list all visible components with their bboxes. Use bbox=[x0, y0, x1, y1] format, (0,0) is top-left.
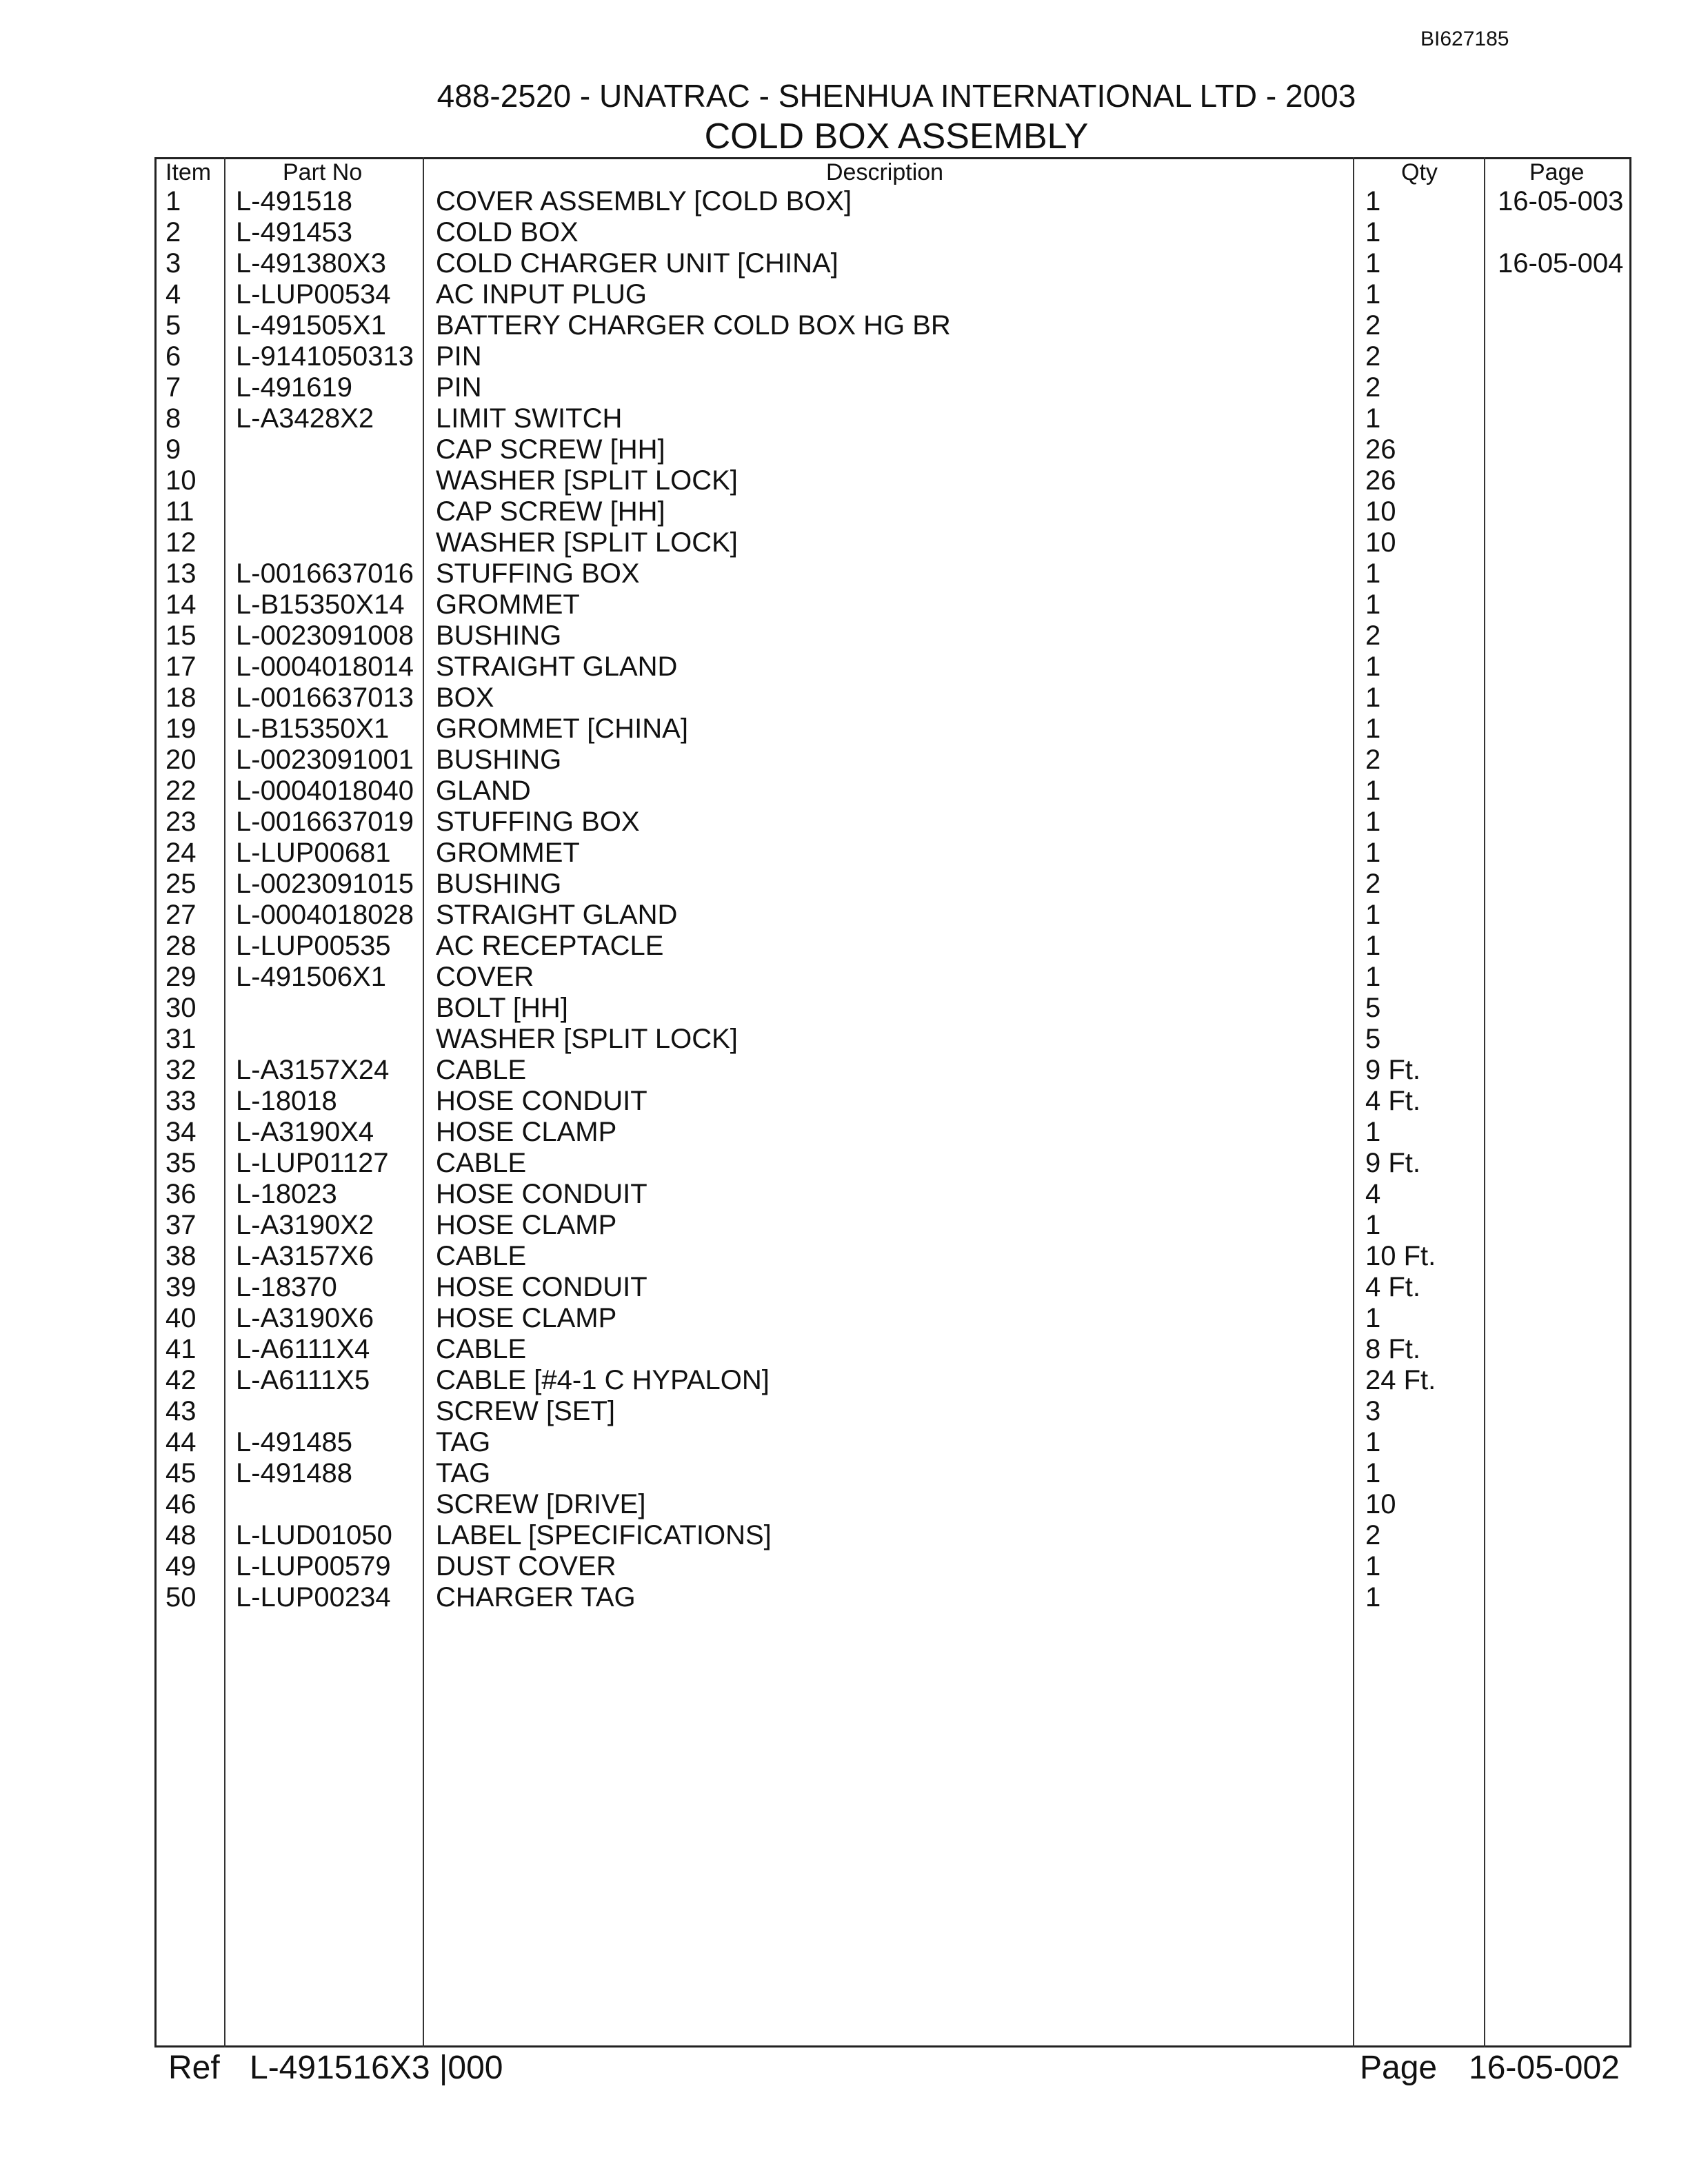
qty-cell: 1 bbox=[1365, 776, 1381, 806]
qty-cell: 26 bbox=[1365, 434, 1396, 465]
qty-cell: 1 bbox=[1365, 900, 1381, 930]
qty-cell: 2 bbox=[1365, 869, 1381, 899]
document-id: BI627185 bbox=[1420, 28, 1509, 50]
item-cell: 40 bbox=[165, 1303, 197, 1333]
page-cell: 16-05-004 bbox=[1498, 248, 1624, 279]
description-cell: HOSE CONDUIT bbox=[436, 1179, 647, 1209]
table-row bbox=[0, 962, 1688, 993]
description-cell: BOX bbox=[436, 682, 494, 713]
table-row bbox=[0, 372, 1688, 403]
item-cell: 9 bbox=[165, 434, 181, 465]
page-cell: 16-05-003 bbox=[1498, 186, 1624, 216]
part-no-cell: L-A3157X6 bbox=[236, 1241, 374, 1271]
qty-cell: 9 Ft. bbox=[1365, 1148, 1421, 1178]
table-row bbox=[0, 403, 1688, 434]
item-cell: 12 bbox=[165, 527, 197, 558]
table-row bbox=[0, 1241, 1688, 1272]
item-cell: 13 bbox=[165, 558, 197, 589]
table-row bbox=[0, 776, 1688, 807]
qty-cell: 10 bbox=[1365, 1489, 1396, 1519]
qty-cell: 2 bbox=[1365, 310, 1381, 341]
part-no-cell: L-A3190X2 bbox=[236, 1210, 374, 1240]
description-cell: GROMMET bbox=[436, 838, 580, 868]
table-row bbox=[0, 1396, 1688, 1427]
description-cell: BUSHING bbox=[436, 620, 562, 651]
part-no-cell: L-491453 bbox=[236, 217, 353, 247]
item-cell: 31 bbox=[165, 1024, 197, 1054]
item-cell: 24 bbox=[165, 838, 197, 868]
table-row bbox=[0, 1520, 1688, 1551]
description-cell: STUFFING BOX bbox=[436, 807, 640, 837]
table-row bbox=[0, 1365, 1688, 1396]
qty-cell: 4 Ft. bbox=[1365, 1272, 1421, 1302]
description-cell: HOSE CONDUIT bbox=[436, 1086, 647, 1116]
footer-ref-label: Ref bbox=[168, 2050, 220, 2086]
table-row bbox=[0, 1179, 1688, 1210]
table-row bbox=[0, 1334, 1688, 1365]
table-row bbox=[0, 1303, 1688, 1334]
qty-cell: 1 bbox=[1365, 279, 1381, 310]
title-line-1: 488-2520 - UNATRAC - SHENHUA INTERNATIONAL LTD - 2003 bbox=[436, 78, 1356, 114]
part-no-cell: L-491505X1 bbox=[236, 310, 386, 341]
table-row bbox=[0, 1024, 1688, 1055]
item-cell: 36 bbox=[165, 1179, 197, 1209]
part-no-cell: L-491485 bbox=[236, 1427, 353, 1457]
qty-cell: 2 bbox=[1365, 745, 1381, 775]
item-cell: 34 bbox=[165, 1117, 197, 1147]
description-cell: HOSE CONDUIT bbox=[436, 1272, 647, 1302]
item-cell: 28 bbox=[165, 931, 197, 961]
item-cell: 15 bbox=[165, 620, 197, 651]
description-cell: BOLT [HH] bbox=[436, 993, 568, 1023]
part-no-cell: L-491619 bbox=[236, 372, 353, 403]
item-cell: 37 bbox=[165, 1210, 197, 1240]
qty-cell: 1 bbox=[1365, 217, 1381, 247]
item-cell: 17 bbox=[165, 651, 197, 682]
part-no-cell: L-LUP00535 bbox=[236, 931, 391, 961]
description-cell: CHARGER TAG bbox=[436, 1582, 636, 1612]
part-no-cell: L-491380X3 bbox=[236, 248, 386, 279]
table-row bbox=[0, 993, 1688, 1024]
item-cell: 46 bbox=[165, 1489, 197, 1519]
footer-page-label: Page bbox=[1360, 2050, 1438, 2086]
qty-cell: 1 bbox=[1365, 962, 1381, 992]
description-cell: AC RECEPTACLE bbox=[436, 931, 664, 961]
item-cell: 5 bbox=[165, 310, 181, 341]
item-cell: 14 bbox=[165, 589, 197, 620]
qty-cell: 1 bbox=[1365, 714, 1381, 744]
part-no-cell: L-491518 bbox=[236, 186, 353, 216]
qty-cell: 1 bbox=[1365, 1582, 1381, 1612]
table-row bbox=[0, 1086, 1688, 1117]
item-cell: 39 bbox=[165, 1272, 197, 1302]
qty-cell: 1 bbox=[1365, 186, 1381, 216]
header-part-no: Part No bbox=[283, 159, 363, 185]
description-cell: AC INPUT PLUG bbox=[436, 279, 647, 310]
description-cell: STRAIGHT GLAND bbox=[436, 900, 678, 930]
qty-cell: 1 bbox=[1365, 682, 1381, 713]
item-cell: 25 bbox=[165, 869, 197, 899]
table-row bbox=[0, 1489, 1688, 1520]
part-no-cell: L-LUP00579 bbox=[236, 1551, 391, 1581]
item-cell: 42 bbox=[165, 1365, 197, 1395]
header-qty: Qty bbox=[1401, 159, 1438, 185]
qty-cell: 5 bbox=[1365, 1024, 1381, 1054]
description-cell: STRAIGHT GLAND bbox=[436, 651, 678, 682]
table-row bbox=[0, 1551, 1688, 1582]
part-no-cell: L-A3190X6 bbox=[236, 1303, 374, 1333]
item-cell: 23 bbox=[165, 807, 197, 837]
description-cell: GROMMET [CHINA] bbox=[436, 714, 688, 744]
description-cell: TAG bbox=[436, 1458, 491, 1488]
item-cell: 11 bbox=[165, 496, 194, 527]
item-cell: 49 bbox=[165, 1551, 197, 1581]
description-cell: DUST COVER bbox=[436, 1551, 616, 1581]
part-no-cell: L-0004018028 bbox=[236, 900, 414, 930]
description-cell: HOSE CLAMP bbox=[436, 1210, 617, 1240]
description-cell: LABEL [SPECIFICATIONS] bbox=[436, 1520, 772, 1550]
table-row bbox=[0, 1210, 1688, 1241]
header-description: Description bbox=[826, 159, 944, 185]
description-cell: STUFFING BOX bbox=[436, 558, 640, 589]
part-no-cell: L-B15350X14 bbox=[236, 589, 405, 620]
item-cell: 50 bbox=[165, 1582, 197, 1612]
qty-cell: 3 bbox=[1365, 1396, 1381, 1426]
description-cell: SCREW [DRIVE] bbox=[436, 1489, 646, 1519]
qty-cell: 24 Ft. bbox=[1365, 1365, 1436, 1395]
description-cell: WASHER [SPLIT LOCK] bbox=[436, 527, 738, 558]
qty-cell: 1 bbox=[1365, 1427, 1381, 1457]
part-no-cell: L-9141050313 bbox=[236, 341, 414, 372]
item-cell: 29 bbox=[165, 962, 197, 992]
item-cell: 7 bbox=[165, 372, 181, 403]
part-no-cell: L-LUP00534 bbox=[236, 279, 391, 310]
part-no-cell: L-A6111X4 bbox=[236, 1334, 370, 1364]
description-cell: SCREW [SET] bbox=[436, 1396, 616, 1426]
description-cell: HOSE CLAMP bbox=[436, 1117, 617, 1147]
description-cell: COLD BOX bbox=[436, 217, 579, 247]
qty-cell: 2 bbox=[1365, 1520, 1381, 1550]
table-row bbox=[0, 838, 1688, 869]
table-row bbox=[0, 1055, 1688, 1086]
table-row bbox=[0, 1272, 1688, 1303]
part-no-cell: L-LUP00681 bbox=[236, 838, 391, 868]
item-cell: 1 bbox=[165, 186, 181, 216]
qty-cell: 1 bbox=[1365, 248, 1381, 279]
description-cell: COVER bbox=[436, 962, 534, 992]
description-cell: BUSHING bbox=[436, 745, 562, 775]
table-row bbox=[0, 310, 1688, 341]
description-cell: CABLE bbox=[436, 1148, 527, 1178]
table-row bbox=[0, 620, 1688, 651]
table-row bbox=[0, 186, 1688, 217]
qty-cell: 1 bbox=[1365, 403, 1381, 434]
item-cell: 8 bbox=[165, 403, 181, 434]
item-cell: 41 bbox=[165, 1334, 197, 1364]
item-cell: 2 bbox=[165, 217, 181, 247]
description-cell: HOSE CLAMP bbox=[436, 1303, 617, 1333]
table-row bbox=[0, 1582, 1688, 1613]
table-row bbox=[0, 1458, 1688, 1489]
part-no-cell: L-0016637016 bbox=[236, 558, 414, 589]
description-cell: COVER ASSEMBLY [COLD BOX] bbox=[436, 186, 852, 216]
part-no-cell: L-0004018014 bbox=[236, 651, 414, 682]
table-row bbox=[0, 682, 1688, 714]
description-cell: CABLE bbox=[436, 1055, 527, 1085]
header-item: Item bbox=[165, 159, 212, 185]
description-cell: GROMMET bbox=[436, 589, 580, 620]
description-cell: WASHER [SPLIT LOCK] bbox=[436, 465, 738, 496]
description-cell: CABLE bbox=[436, 1241, 527, 1271]
qty-cell: 9 Ft. bbox=[1365, 1055, 1421, 1085]
table-row bbox=[0, 900, 1688, 931]
qty-cell: 1 bbox=[1365, 1303, 1381, 1333]
item-cell: 4 bbox=[165, 279, 181, 310]
qty-cell: 1 bbox=[1365, 1117, 1381, 1147]
part-no-cell: L-B15350X1 bbox=[236, 714, 390, 744]
table-row bbox=[0, 248, 1688, 279]
table-row bbox=[0, 1117, 1688, 1148]
item-cell: 22 bbox=[165, 776, 197, 806]
part-no-cell: L-A3428X2 bbox=[236, 403, 374, 434]
item-cell: 35 bbox=[165, 1148, 197, 1178]
description-cell: GLAND bbox=[436, 776, 531, 806]
table-row bbox=[0, 434, 1688, 465]
part-no-cell: L-0023091008 bbox=[236, 620, 414, 651]
description-cell: CABLE [#4-1 C HYPALON] bbox=[436, 1365, 770, 1395]
item-cell: 18 bbox=[165, 682, 197, 713]
qty-cell: 26 bbox=[1365, 465, 1396, 496]
description-cell: LIMIT SWITCH bbox=[436, 403, 623, 434]
qty-cell: 8 Ft. bbox=[1365, 1334, 1421, 1364]
table-row bbox=[0, 496, 1688, 527]
description-cell: PIN bbox=[436, 341, 482, 372]
table-row bbox=[0, 745, 1688, 776]
qty-cell: 1 bbox=[1365, 589, 1381, 620]
item-cell: 48 bbox=[165, 1520, 197, 1550]
item-cell: 45 bbox=[165, 1458, 197, 1488]
item-cell: 33 bbox=[165, 1086, 197, 1116]
item-cell: 20 bbox=[165, 745, 197, 775]
qty-cell: 10 bbox=[1365, 527, 1396, 558]
description-cell: CAP SCREW [HH] bbox=[436, 434, 665, 465]
footer-page-value: 16-05-002 bbox=[1469, 2050, 1620, 2086]
part-no-cell: L-A3190X4 bbox=[236, 1117, 374, 1147]
qty-cell: 1 bbox=[1365, 1458, 1381, 1488]
item-cell: 32 bbox=[165, 1055, 197, 1085]
description-cell: PIN bbox=[436, 372, 482, 403]
part-no-cell: L-0016637013 bbox=[236, 682, 414, 713]
qty-cell: 2 bbox=[1365, 341, 1381, 372]
part-no-cell: L-A6111X5 bbox=[236, 1365, 370, 1395]
description-cell: WASHER [SPLIT LOCK] bbox=[436, 1024, 738, 1054]
table-row bbox=[0, 589, 1688, 620]
qty-cell: 5 bbox=[1365, 993, 1381, 1023]
qty-cell: 2 bbox=[1365, 620, 1381, 651]
description-cell: BUSHING bbox=[436, 869, 562, 899]
part-no-cell: L-491506X1 bbox=[236, 962, 386, 992]
part-no-cell: L-LUP01127 bbox=[236, 1148, 389, 1178]
part-no-cell: L-0016637019 bbox=[236, 807, 414, 837]
table-row bbox=[0, 465, 1688, 496]
item-cell: 30 bbox=[165, 993, 197, 1023]
qty-cell: 4 Ft. bbox=[1365, 1086, 1421, 1116]
header-page: Page bbox=[1529, 159, 1585, 185]
item-cell: 44 bbox=[165, 1427, 197, 1457]
table-row bbox=[0, 931, 1688, 962]
table-row bbox=[0, 807, 1688, 838]
qty-cell: 10 Ft. bbox=[1365, 1241, 1436, 1271]
qty-cell: 1 bbox=[1365, 1210, 1381, 1240]
part-no-cell: L-LUP00234 bbox=[236, 1582, 391, 1612]
item-cell: 3 bbox=[165, 248, 181, 279]
part-no-cell: L-0023091001 bbox=[236, 745, 414, 775]
qty-cell: 4 bbox=[1365, 1179, 1381, 1209]
table-row bbox=[0, 1427, 1688, 1458]
qty-cell: 2 bbox=[1365, 372, 1381, 403]
qty-cell: 1 bbox=[1365, 558, 1381, 589]
item-cell: 43 bbox=[165, 1396, 197, 1426]
table-row bbox=[0, 279, 1688, 310]
description-cell: COLD CHARGER UNIT [CHINA] bbox=[436, 248, 838, 279]
part-no-cell: L-18370 bbox=[236, 1272, 337, 1302]
table-row bbox=[0, 558, 1688, 589]
description-cell: CAP SCREW [HH] bbox=[436, 496, 665, 527]
item-cell: 19 bbox=[165, 714, 197, 744]
part-no-cell: L-0004018040 bbox=[236, 776, 414, 806]
parts-table-rows bbox=[0, 186, 1688, 1613]
table-row bbox=[0, 869, 1688, 900]
qty-cell: 10 bbox=[1365, 496, 1396, 527]
table-row bbox=[0, 527, 1688, 558]
qty-cell: 1 bbox=[1365, 1551, 1381, 1581]
part-no-cell: L-0023091015 bbox=[236, 869, 414, 899]
part-no-cell: L-18023 bbox=[236, 1179, 337, 1209]
qty-cell: 1 bbox=[1365, 931, 1381, 961]
item-cell: 38 bbox=[165, 1241, 197, 1271]
part-no-cell: L-A3157X24 bbox=[236, 1055, 390, 1085]
table-row bbox=[0, 1148, 1688, 1179]
table-row bbox=[0, 714, 1688, 745]
table-row bbox=[0, 341, 1688, 372]
table-row bbox=[0, 217, 1688, 248]
part-no-cell: L-LUD01050 bbox=[236, 1520, 392, 1550]
table-row bbox=[0, 651, 1688, 682]
description-cell: CABLE bbox=[436, 1334, 527, 1364]
title-line-2: COLD BOX ASSEMBLY bbox=[704, 117, 1089, 156]
qty-cell: 1 bbox=[1365, 807, 1381, 837]
description-cell: TAG bbox=[436, 1427, 491, 1457]
item-cell: 10 bbox=[165, 465, 197, 496]
part-no-cell: L-18018 bbox=[236, 1086, 337, 1116]
item-cell: 27 bbox=[165, 900, 197, 930]
item-cell: 6 bbox=[165, 341, 181, 372]
description-cell: BATTERY CHARGER COLD BOX HG BR bbox=[436, 310, 951, 341]
part-no-cell: L-491488 bbox=[236, 1458, 353, 1488]
qty-cell: 1 bbox=[1365, 651, 1381, 682]
footer-ref-value: L-491516X3 |000 bbox=[250, 2050, 503, 2086]
qty-cell: 1 bbox=[1365, 838, 1381, 868]
